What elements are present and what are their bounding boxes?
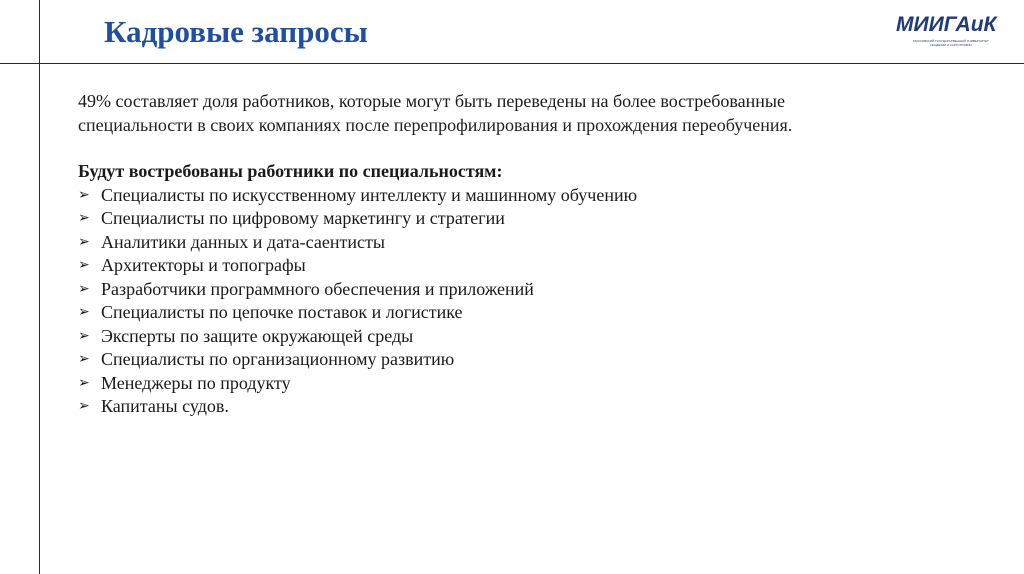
list-item xyxy=(78,395,978,419)
check-arrow-icon: ➢ xyxy=(78,233,90,250)
list-item xyxy=(78,372,978,396)
list-item-label: Специалисты по организационному развитию xyxy=(101,349,455,369)
check-arrow-icon: ➢ xyxy=(78,327,90,344)
list-item xyxy=(78,231,978,255)
list-item xyxy=(78,184,978,208)
slide-content xyxy=(78,90,978,419)
list-item-label: Менеджеры по продукту xyxy=(101,372,291,393)
list-item-label: Специалисты по искусственному интеллекту и машинному обучению xyxy=(101,184,638,205)
list-item xyxy=(78,254,978,278)
check-arrow-icon: ➢ xyxy=(78,374,90,391)
intro-line-2: специальности в своих компаниях после перепрофилирования и прохождения переобучения. xyxy=(78,114,793,135)
specialties-list xyxy=(78,184,978,419)
list-item xyxy=(78,278,978,302)
list-item-label: Специалисты по цифровому маркетингу и стратегии xyxy=(101,208,505,228)
list-item-label: Архитекторы и топографы xyxy=(101,255,306,275)
university-logo xyxy=(896,13,1006,45)
list-heading: Будут востребованы работники по специальностям: xyxy=(78,161,503,181)
check-arrow-icon: ➢ xyxy=(78,280,90,297)
check-arrow-icon: ➢ xyxy=(78,351,90,367)
check-arrow-icon: ➢ xyxy=(78,186,90,203)
list-item xyxy=(78,301,978,325)
list-item-label: Разработчики программного обеспечения и приложений xyxy=(101,278,534,299)
intro-paragraph xyxy=(78,90,978,137)
page-title: Кадровые запросы xyxy=(104,14,368,49)
list-item-label: Специалисты по цепочке поставок и логистике xyxy=(101,302,463,322)
logo-subtitle-line-1: МОСКОВСКИЙ ГОСУДАРСТВЕННЫЙ УНИВЕРСИТЕТ xyxy=(913,39,989,43)
check-arrow-icon: ➢ xyxy=(78,210,90,226)
list-item xyxy=(78,348,978,372)
list-item-label: Капитаны судов. xyxy=(101,396,229,416)
check-arrow-icon: ➢ xyxy=(78,257,90,273)
check-arrow-icon: ➢ xyxy=(78,304,90,320)
list-item-label: Эксперты по защите окружающей среды xyxy=(101,325,414,346)
logo-subtitle-line-2: ГЕОДЕЗИИ И КАРТОГРАФИИ xyxy=(930,43,972,47)
list-item xyxy=(78,325,978,349)
logo-wordmark: МИИГАиК xyxy=(896,13,997,36)
check-arrow-icon: ➢ xyxy=(78,398,90,414)
list-item xyxy=(78,207,978,231)
logo-subtitle xyxy=(898,39,1004,47)
intro-line-1: 49% составляет доля работников, которые могут быть переведены на более востребованные xyxy=(78,91,785,111)
header-divider xyxy=(0,63,1024,64)
vertical-divider xyxy=(39,0,40,574)
list-item-label: Аналитики данных и дата-саентисты xyxy=(101,231,385,252)
